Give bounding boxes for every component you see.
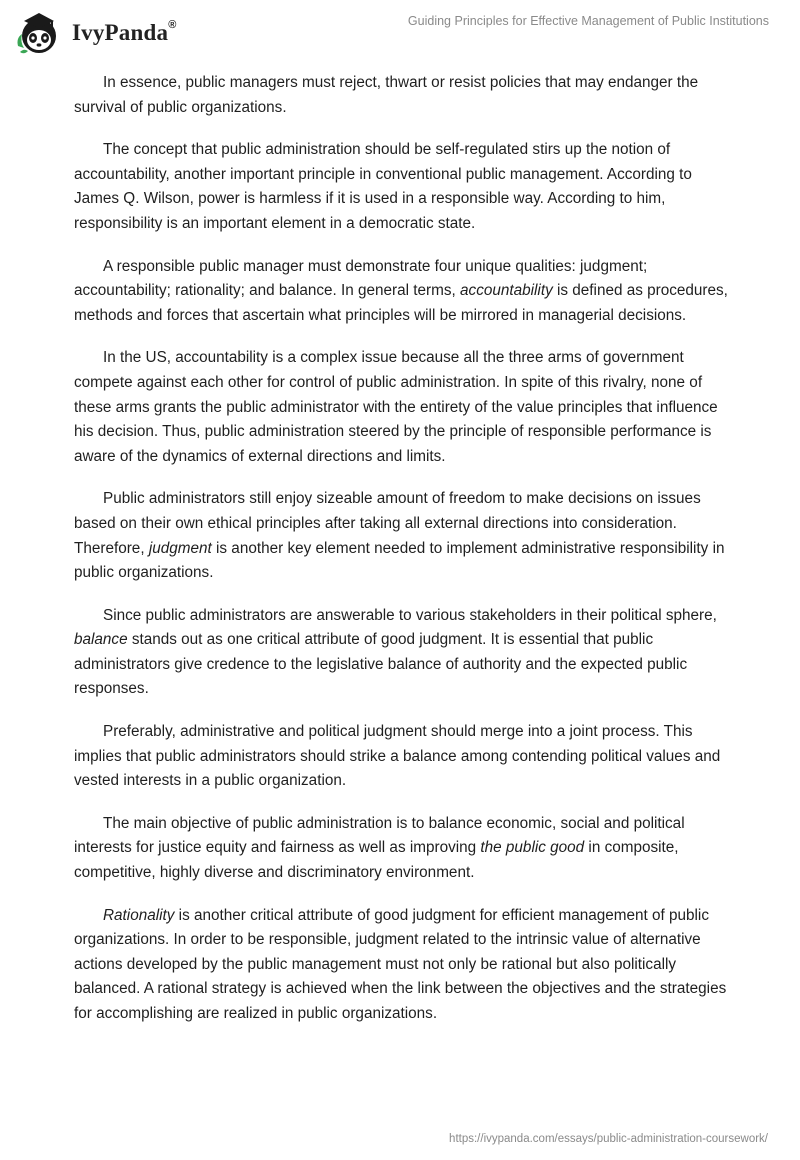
document-title: Guiding Principles for Effective Management of Public Institutions bbox=[407, 14, 769, 28]
term-judgment: judgment bbox=[148, 539, 212, 557]
term-accountability: accountability bbox=[460, 282, 553, 300]
term-public-good: the public good bbox=[480, 839, 585, 857]
registered-mark: ® bbox=[168, 19, 177, 32]
paragraph-6: Since public administrators are answerable to various stakeholders in their political sphere, balance stands out as one critical attribute of good judgment. It is essential that public administrators give credence to the legislative balance of authority and the expected public responses. bbox=[74, 606, 717, 698]
logo-text: IvyPanda® bbox=[72, 19, 177, 45]
paragraph-5: Public administrators still enjoy sizeable amount of freedom to make decisions on issues based on their own ethical principles after taking all external directions into consideration. Therefore, judgment is another key element needed to implement administrative responsibility in public organizations. bbox=[74, 490, 725, 582]
paragraph-7: Preferably, administrative and political judgment should merge into a joint process. This implies that public administrators should strike a balance among contending political values and vested interests in a public organization. bbox=[74, 723, 721, 790]
essay-body bbox=[74, 71, 728, 1045]
paragraph-1: In essence, public managers must reject, thwart or resist policies that may endanger the survival of public organizations. bbox=[74, 74, 699, 116]
paragraph-8: The main objective of public administration is to balance economic, social and political interests for justice equity and fairness as well as improving the public good in composite, competitive, highly diverse and discriminatory environment. bbox=[74, 814, 685, 882]
ivypanda-logo[interactable] bbox=[14, 8, 177, 58]
source-url-link[interactable]: https://ivypanda.com/essays/public-administration-coursework/ bbox=[449, 1133, 768, 1145]
page-header bbox=[0, 0, 800, 64]
paragraph-3: A responsible public manager must demonstrate four unique qualities: judgment; accountability; rationality; and balance. In general terms, accountability is defined as procedures, methods and forces that ascertain what principles will be mirrored in managerial decisions. bbox=[74, 257, 728, 324]
panda-logo-icon bbox=[14, 8, 64, 58]
paragraph-4: In the US, accountability is a complex issue because all the three arms of government compete against each other for control of public administration. In spite of this rivalry, none of these arms grants the public administrator with the entirety of the value principles that influence his decision. Thus, public administration steered by the principle of responsible performance is aware of the dynamics of external directions and limits. bbox=[74, 349, 718, 465]
term-rationality: Rationality bbox=[103, 906, 175, 924]
paragraph-2: The concept that public administration should be self-regulated stirs up the notion of accountability, another important principle in conventional public management. According to James Q. Wilson, power is harmless if it is used in a responsible way. According to him, responsibility is an important element in a democratic state. bbox=[74, 141, 692, 232]
term-balance: balance bbox=[74, 631, 128, 649]
paragraph-9: Rationality is another critical attribute of good judgment for efficient management of public organizations. In order to be responsible, judgment related to the intrinsic value of alternative actions developed by the public management must not only be rational but also politically balanced. A rational strategy is achieved when the link between the objectives and the strategies for accomplishing are realized in public organizations. bbox=[74, 906, 727, 1022]
